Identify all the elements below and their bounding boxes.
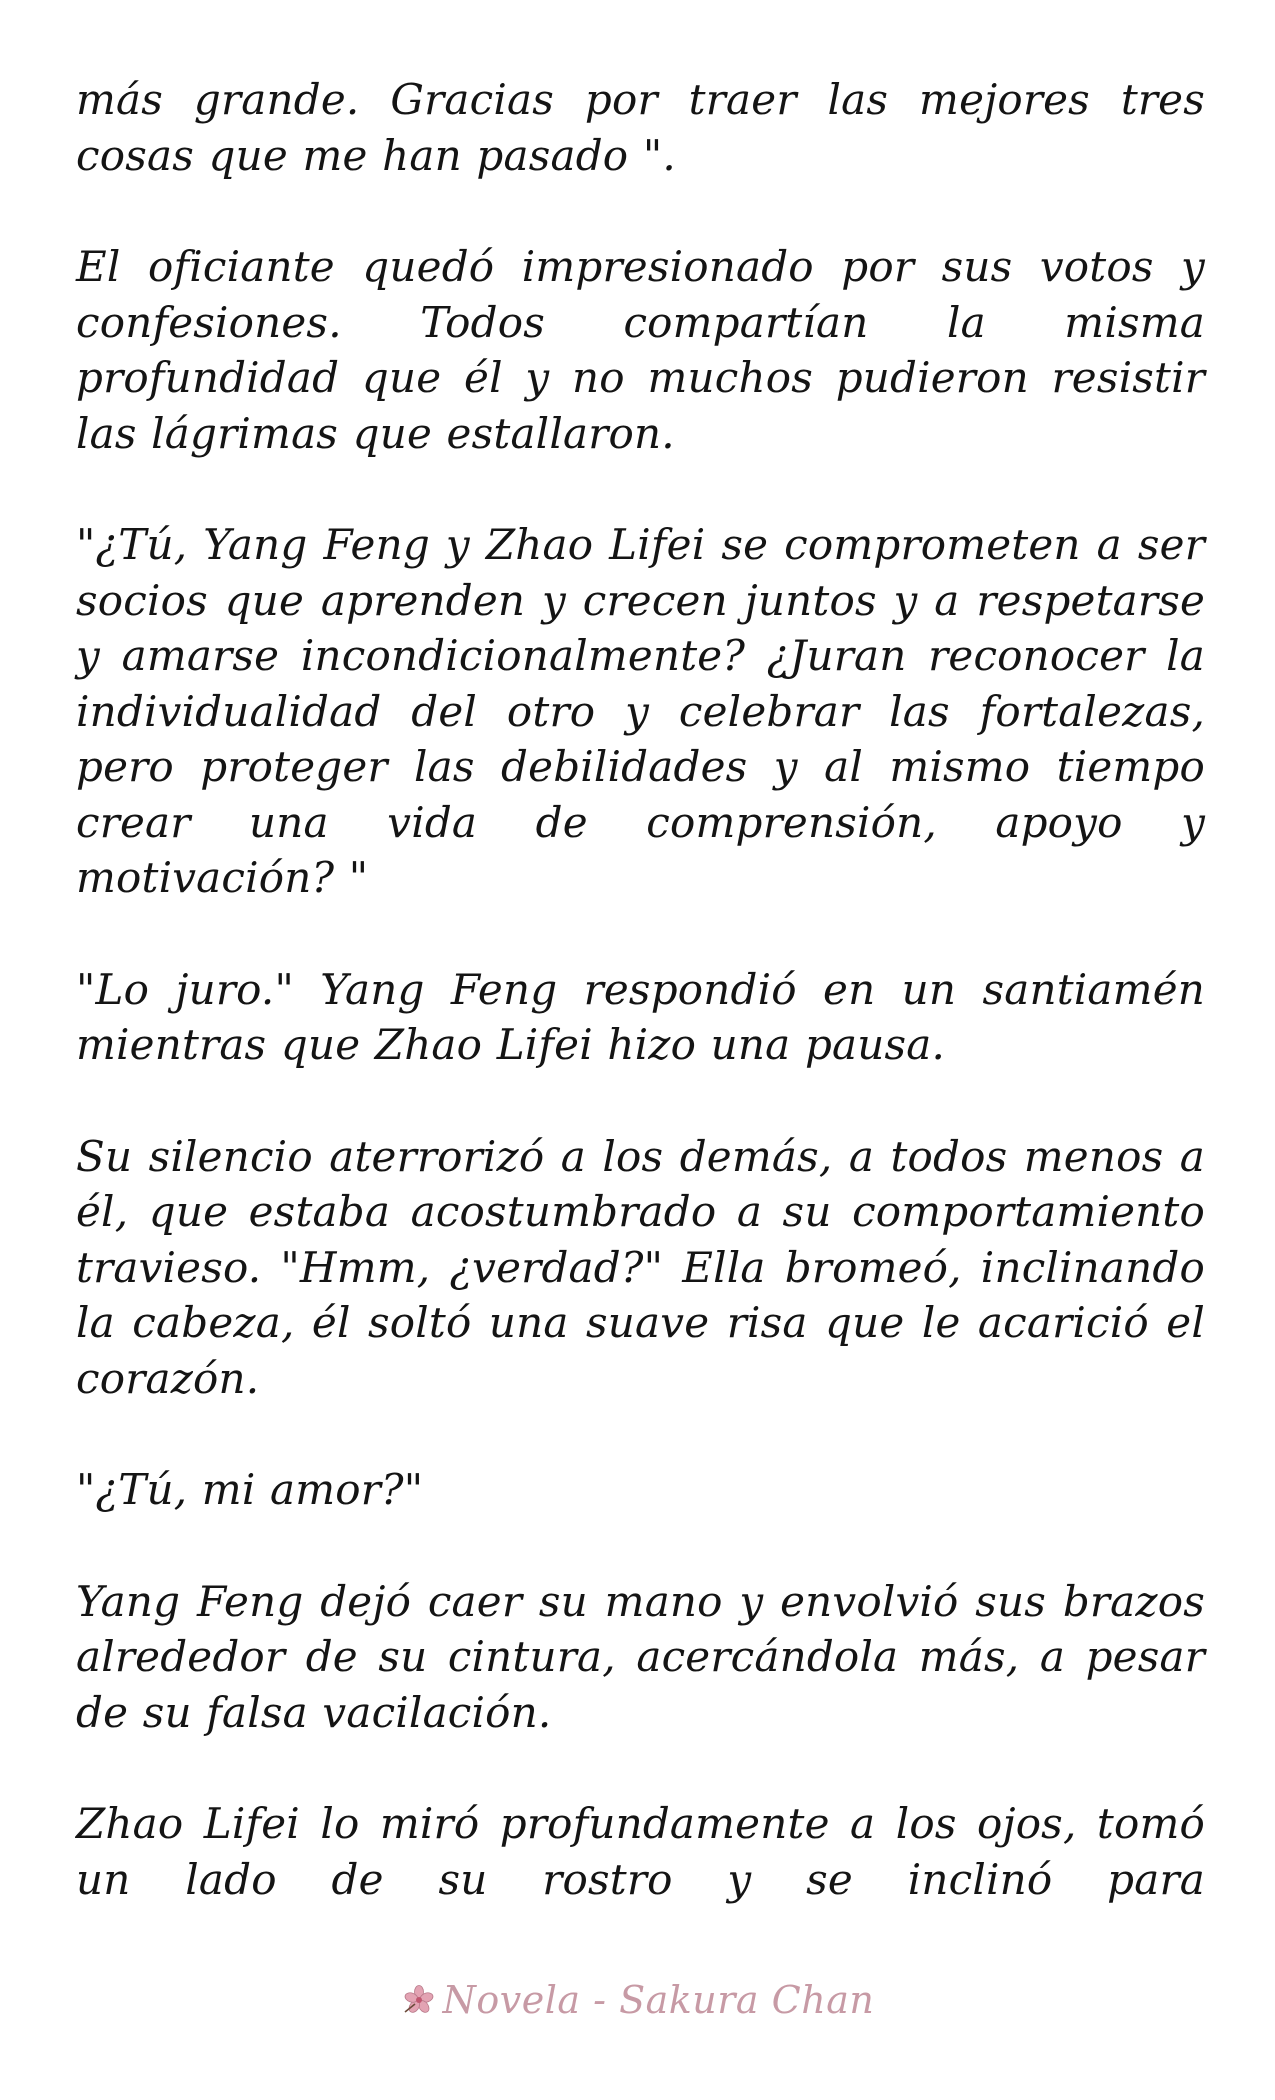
story-text bbox=[76, 72, 1205, 1907]
paragraph-8: Zhao Lifei lo miró profundamente a los ojos, tomó un lado de su rostro y se inclinó para bbox=[76, 1799, 1205, 1904]
paragraph-3: "¿Tú, Yang Feng y Zhao Lifei se comprometen a ser socios que aprenden y crecen juntos y a respetarse y amarse incondicionalmente? ¿Juran reconocer la individualidad del otro y celebrar las fortalezas, pero proteger las debilidades y al mismo tiempo crear una vida de comprensión, apoyo y motivación? " bbox=[76, 520, 1205, 902]
paragraph-6: "¿Tú, mi amor?" bbox=[76, 1465, 424, 1514]
paragraph-2: El oficiante quedó impresionado por sus votos y confesiones. Todos compartían la misma profundidad que él y no muchos pudieron resistir las lágrimas que estallaron. bbox=[76, 242, 1205, 458]
sakura-blossom-icon bbox=[401, 1982, 437, 2018]
paragraph-5: Su silencio aterrorizó a los demás, a todos menos a él, que estaba acostumbrado a su comportamiento travieso. "Hmm, ¿verdad?" Ella bromeó, inclinando la cabeza, él soltó una suave risa que le acarició el corazón. bbox=[76, 1131, 1205, 1403]
watermark-group bbox=[401, 1978, 875, 2022]
watermark-text: Novela - Sakura Chan bbox=[442, 1978, 875, 2022]
paragraph-1: más grande. Gracias por traer las mejores tres cosas que me han pasado ". bbox=[76, 75, 1205, 180]
watermark bbox=[0, 1978, 1275, 2027]
paragraph-7: Yang Feng dejó caer su mano y envolvió sus brazos alrededor de su cintura, acercándola más, a pesar de su falsa vacilación. bbox=[76, 1576, 1205, 1737]
paragraph-4: "Lo juro." Yang Feng respondió en un santiamén mientras que Zhao Lifei hizo una pausa. bbox=[76, 964, 1205, 1069]
